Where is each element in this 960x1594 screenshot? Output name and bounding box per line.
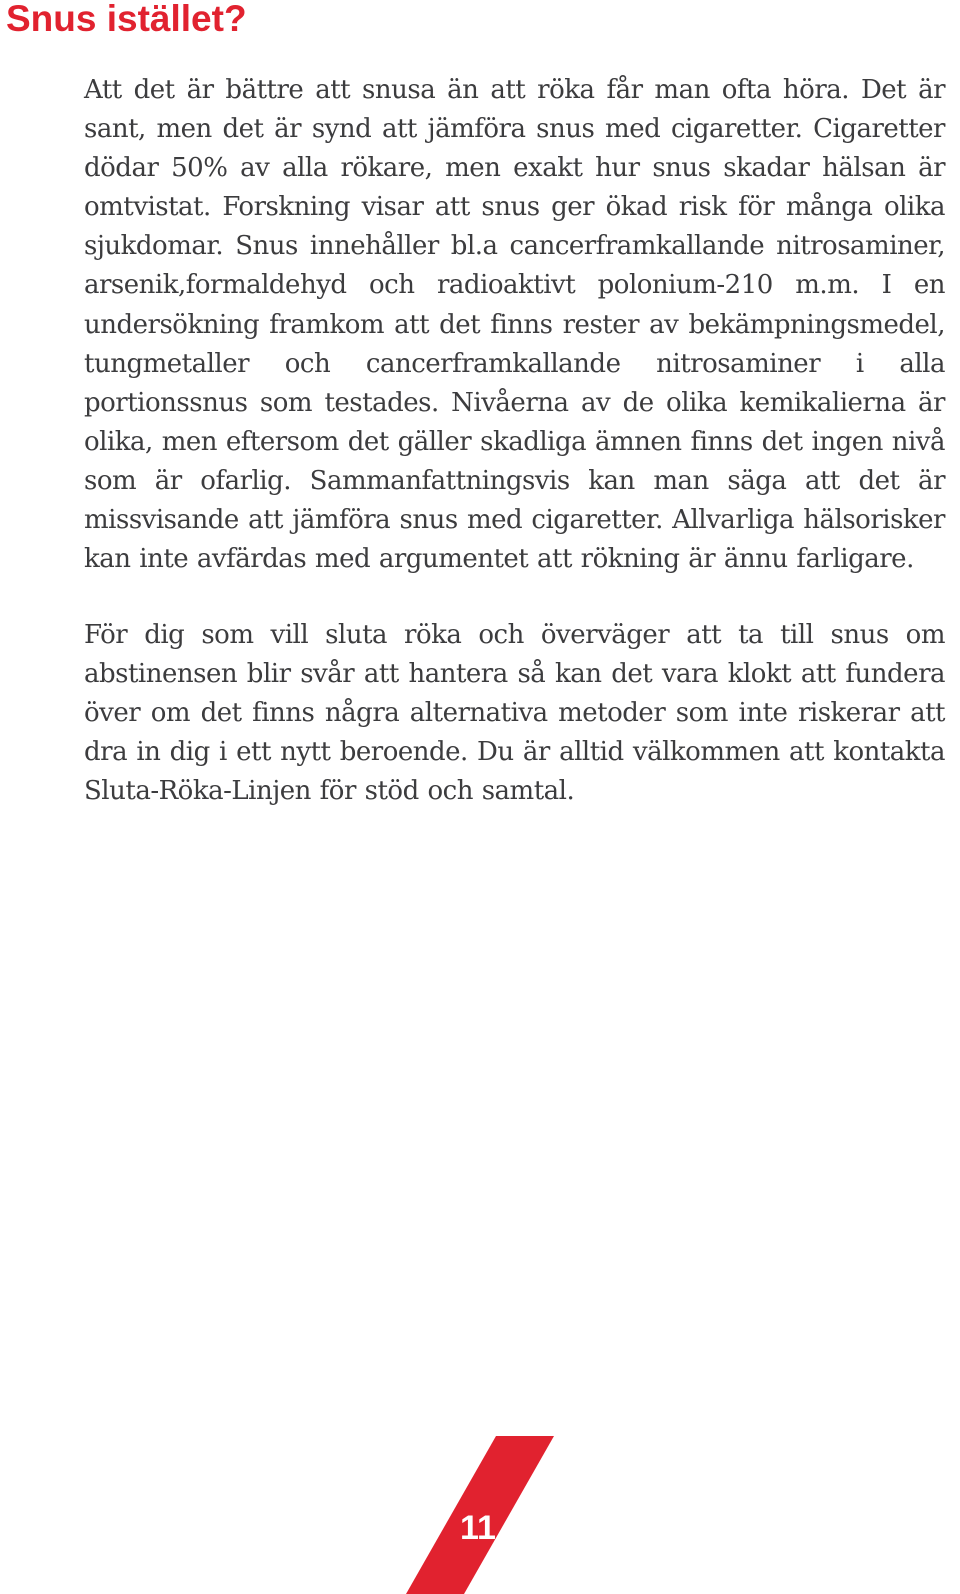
body-paragraph-2: För dig som vill sluta röka och överväger att ta till snus om abstinensen blir svår att hantera så kan det vara klokt att fundera över om det finns några alternativa metoder som inte riskerar att dra in dig i ett nytt beroende. Du är alltid välkommen att kontakta Sluta-Röka-Linjen för stöd och samtal. [84,620,945,807]
page-title: Snus istället? [6,0,247,39]
body-paragraph-1: Att det är bättre att snusa än att röka får man ofta höra. Det är sant, men det är synd att jämföra snus med cigaretter. Cigaretter dödar 50% av alla rökare, men exakt hur snus skadar hälsan är omtvistat. Forskning visar att snus ger ökad risk för många olika sjukdomar. Snus innehåller bl.a cancerframkallande nitrosaminer, arsenik,formaldehyd och radioaktivt polonium-210 m.m. I en undersökning framkom att det finns rester av bekämpningsmedel, tungmetaller och cancerframkallande nitrosaminer i alla portionssnus som testades. Nivåerna av de olika kemikalierna är olika, men eftersom det gäller skadliga ämnen finns det ingen nivå som är ofarlig. Sammanfattningsvis kan man säga att det är missvisande att jämföra snus med cigaretter. Allvarliga hälsorisker kan inte avfärdas med argumentet att rökning är ännu farligare. [84,75,945,575]
page-number: 11 [460,1509,496,1547]
